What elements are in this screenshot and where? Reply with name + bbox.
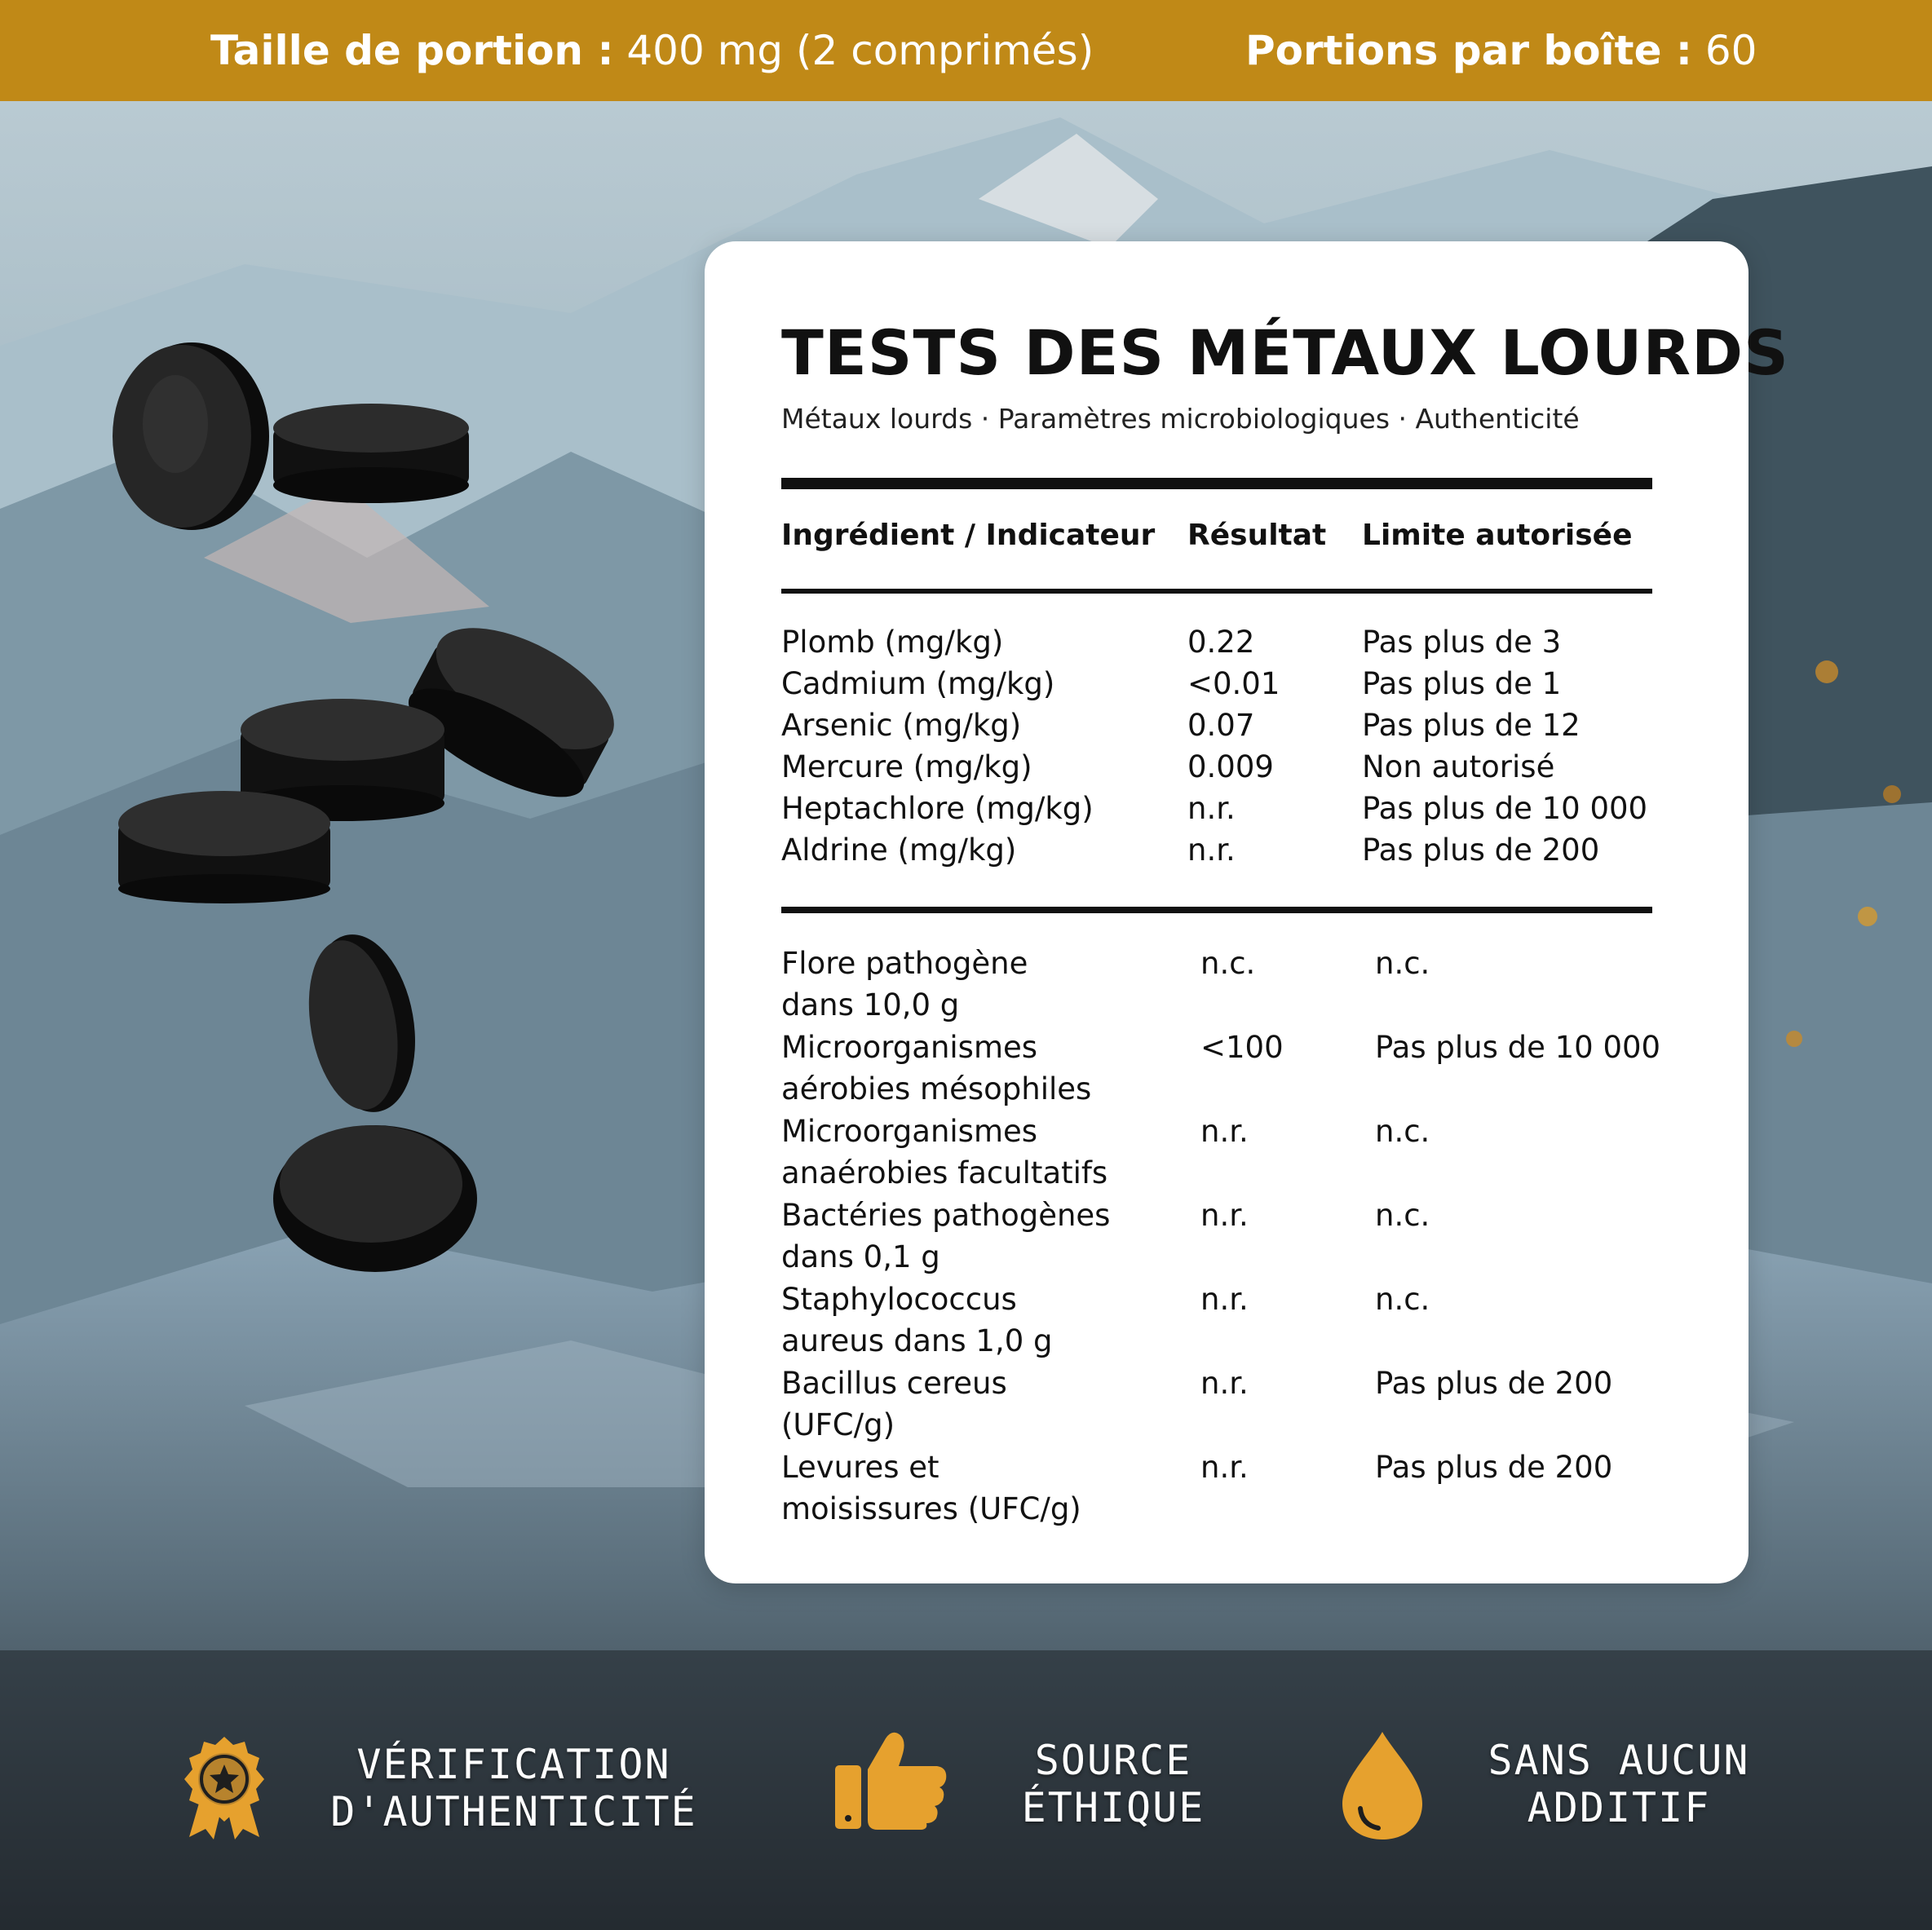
indicator-name-line1: Flore pathogène bbox=[781, 946, 1028, 981]
serving-size-label: Taille de portion : bbox=[210, 27, 614, 74]
tablet-image bbox=[98, 334, 285, 538]
limit-value: Pas plus de 10 000 bbox=[1375, 1030, 1661, 1065]
limit-value: Pas plus de 12 bbox=[1362, 708, 1581, 743]
divider bbox=[781, 478, 1652, 489]
result-value: <100 bbox=[1200, 1030, 1284, 1065]
indicator-name-line2: aérobies mésophiles bbox=[781, 1071, 1092, 1106]
result-value: <0.01 bbox=[1187, 666, 1280, 701]
indicator-name-line2: anaérobies facultatifs bbox=[781, 1155, 1108, 1190]
limit-value: Pas plus de 10 000 bbox=[1362, 791, 1648, 826]
result-value: n.r. bbox=[1187, 833, 1236, 868]
no-additive-badge bbox=[1419, 1737, 1819, 1831]
drop-icon bbox=[1337, 1729, 1427, 1843]
heavy-metals-test-card bbox=[705, 241, 1789, 1583]
result-value: n.r. bbox=[1200, 1282, 1249, 1317]
indicator-name-line1: Levures et bbox=[781, 1450, 939, 1485]
header-ingredient: Ingrédient / Indicateur bbox=[781, 519, 1156, 552]
limit-value: n.c. bbox=[1375, 1114, 1430, 1149]
card-title: TESTS DES MÉTAUX LOURDS bbox=[781, 316, 1789, 389]
header-limit: Limite autorisée bbox=[1362, 519, 1633, 552]
limit-value: Pas plus de 200 bbox=[1375, 1366, 1613, 1401]
limit-value: Pas plus de 3 bbox=[1362, 625, 1562, 660]
ethical-source-badge bbox=[913, 1737, 1313, 1831]
limit-value: n.c. bbox=[1375, 1282, 1430, 1317]
limit-value: Pas plus de 200 bbox=[1375, 1450, 1613, 1485]
limit-value: Pas plus de 1 bbox=[1362, 666, 1562, 701]
ingredient-name: Arsenic (mg/kg) bbox=[781, 708, 1022, 743]
authenticity-badge bbox=[310, 1741, 718, 1835]
result-value: n.r. bbox=[1200, 1450, 1249, 1485]
indicator-name-line1: Bactéries pathogènes bbox=[781, 1198, 1111, 1233]
card-subtitle: Métaux lourds · Paramètres microbiologiques · Authenticité bbox=[781, 403, 1580, 435]
ingredient-name: Mercure (mg/kg) bbox=[781, 749, 1032, 784]
limit-value: n.c. bbox=[1375, 1198, 1430, 1233]
indicator-name-line2: dans 0,1 g bbox=[781, 1239, 940, 1274]
limit-value: n.c. bbox=[1375, 946, 1430, 981]
serving-size bbox=[210, 0, 1094, 101]
divider bbox=[781, 589, 1652, 594]
result-value: n.c. bbox=[1200, 946, 1256, 981]
result-value: n.r. bbox=[1200, 1198, 1249, 1233]
serving-size-value: 400 mg (2 comprimés) bbox=[626, 27, 1094, 74]
result-value: 0.009 bbox=[1187, 749, 1274, 784]
indicator-name-line1: Staphylococcus bbox=[781, 1282, 1017, 1317]
tablet-image bbox=[298, 921, 428, 1125]
badge-line1: VÉRIFICATION bbox=[356, 1741, 671, 1788]
limit-value: Pas plus de 200 bbox=[1362, 833, 1600, 868]
indicator-name-line2: aureus dans 1,0 g bbox=[781, 1323, 1053, 1358]
divider bbox=[781, 907, 1652, 913]
indicator-name-line2: moisissures (UFC/g) bbox=[781, 1491, 1081, 1526]
badge-line1: SOURCE bbox=[1034, 1737, 1192, 1784]
ingredient-name: Heptachlore (mg/kg) bbox=[781, 791, 1094, 826]
result-value: n.r. bbox=[1187, 791, 1236, 826]
ingredient-name: Plomb (mg/kg) bbox=[781, 625, 1004, 660]
portions-value: 60 bbox=[1704, 27, 1757, 74]
ingredient-name: Aldrine (mg/kg) bbox=[781, 833, 1017, 868]
limit-value: Non autorisé bbox=[1362, 749, 1555, 784]
badge-line2: ADDITIF bbox=[1527, 1784, 1711, 1831]
indicator-name-line1: Microorganismes bbox=[781, 1030, 1038, 1065]
header-result: Résultat bbox=[1187, 519, 1327, 552]
result-value: n.r. bbox=[1200, 1114, 1249, 1149]
award-medal-icon bbox=[179, 1735, 269, 1841]
result-value: 0.22 bbox=[1187, 625, 1255, 660]
portions-per-box bbox=[1245, 0, 1757, 101]
indicator-name-line2: dans 10,0 g bbox=[781, 987, 960, 1022]
indicator-name-line1: Bacillus cereus bbox=[781, 1366, 1007, 1401]
badge-line2: D'AUTHENTICITÉ bbox=[330, 1788, 697, 1835]
tablet-image bbox=[269, 400, 473, 506]
ingredient-name: Cadmium (mg/kg) bbox=[781, 666, 1055, 701]
indicator-name-line2: (UFC/g) bbox=[781, 1407, 895, 1442]
result-value: n.r. bbox=[1200, 1366, 1249, 1401]
result-value: 0.07 bbox=[1187, 708, 1255, 743]
serving-info-bar bbox=[0, 0, 1932, 101]
tablet-image bbox=[114, 783, 334, 905]
tablet-image bbox=[269, 1117, 481, 1280]
indicator-name-line1: Microorganismes bbox=[781, 1114, 1038, 1149]
badge-line2: ÉTHIQUE bbox=[1021, 1784, 1205, 1831]
badge-line1: SANS AUCUN bbox=[1488, 1737, 1750, 1784]
portions-label: Portions par boîte : bbox=[1245, 27, 1692, 74]
